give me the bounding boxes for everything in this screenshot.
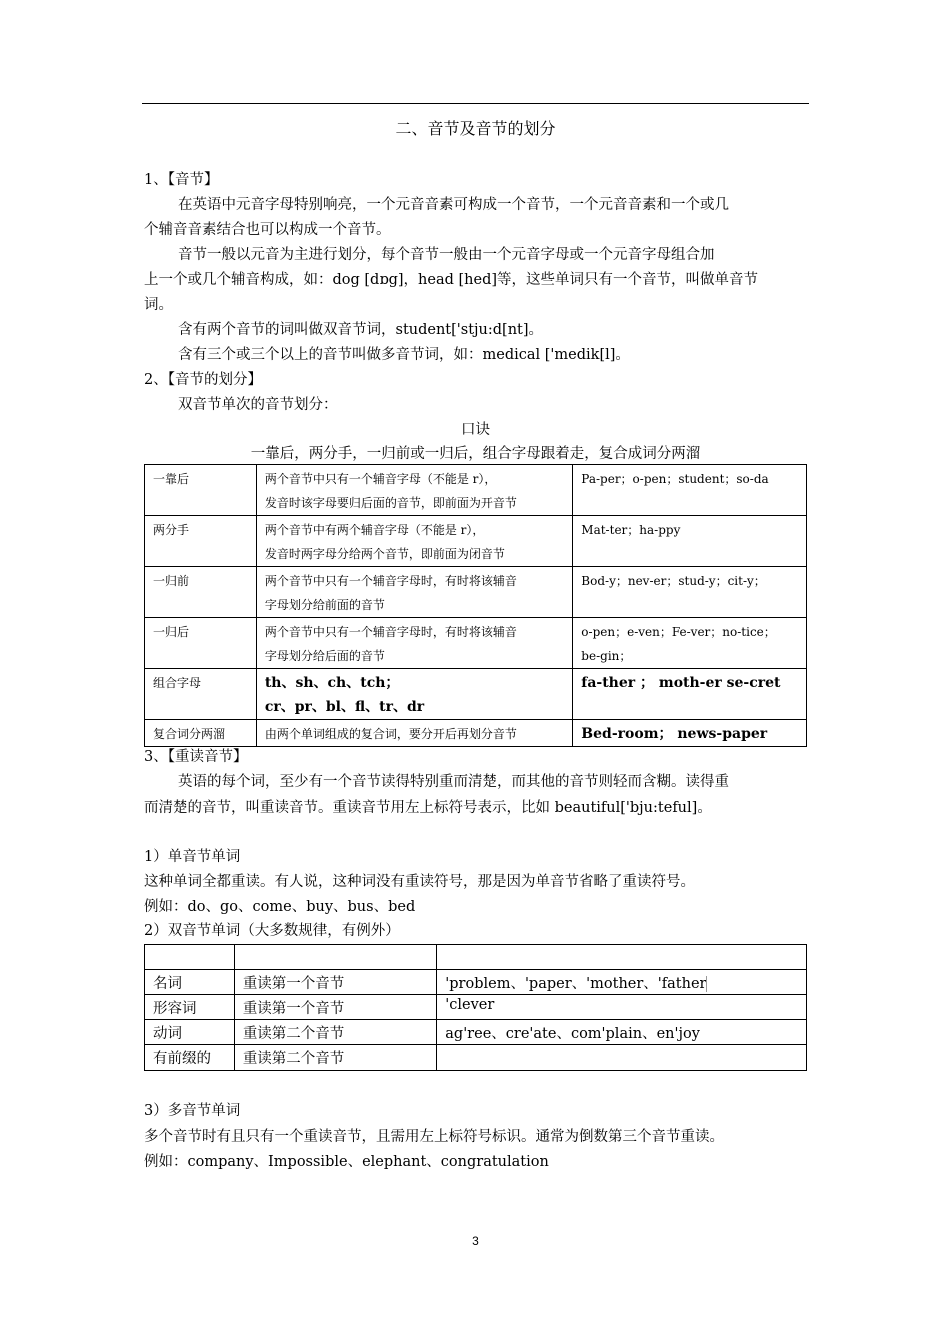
- section-3-heading: 3、【重读音节】: [144, 749, 248, 765]
- rule-name: 一归后: [145, 618, 257, 669]
- rule-name: 一归前: [145, 567, 257, 618]
- table-row: [145, 1045, 807, 1071]
- section-2-heading: 2、【音节的划分】: [144, 372, 262, 388]
- s1-paragraph: 在英语中元音字母特别响亮，一个元音音素可构成一个音节，一个元音音素和一个或几: [178, 197, 729, 213]
- section-1-heading: 1、【音节】: [144, 172, 219, 188]
- cursor-mark: [706, 976, 707, 992]
- stress-table: [144, 944, 807, 1071]
- s2-intro: 双音节单次的音节划分：: [178, 397, 338, 413]
- stress-rule: 重读第一个音节: [234, 970, 436, 995]
- rule-example: Pa-per；o-pen；student；so-da: [573, 465, 807, 516]
- s3-paragraph: 这种单词全都重读。有人说，这种词没有重读符号，那是因为单音节省略了重读符号。: [144, 874, 695, 890]
- rule-name: 组合字母: [145, 669, 257, 720]
- word-type: 名词: [145, 970, 235, 995]
- word-type: 动词: [145, 1020, 235, 1045]
- page-title: 二、音节及音节的划分: [395, 119, 556, 138]
- s1-paragraph: 个辅音音素结合也可以构成一个音节。: [144, 222, 391, 238]
- rule-desc: 两个音节中只有一个辅音字母时，有时将该辅音 字母划分给前面的音节: [256, 567, 572, 618]
- table-row: [145, 618, 807, 669]
- rule-example: Mat-ter；ha-ppy: [573, 516, 807, 567]
- s1-paragraph: 音节一般以元音为主进行划分，每个音节一般由一个元音字母或一个元音字母组合加: [178, 247, 715, 263]
- s3-paragraph: 英语的每个词，至少有一个音节读得特别重而清楚，而其他的音节则轻而含糊。读得重: [178, 774, 729, 790]
- table-row: [145, 669, 807, 720]
- rule-example: Bod-y；nev-er；stud-y；cit-y；: [573, 567, 807, 618]
- koujue-label: 口诀: [461, 422, 490, 438]
- page-number: 3: [472, 1234, 479, 1248]
- stress-rule: 重读第二个音节: [234, 1045, 436, 1071]
- s1-paragraph: 含有三个或三个以上的音节叫做多音节词，如：medical ['medik[l]。: [178, 347, 630, 363]
- syllable-division-table: [144, 464, 807, 747]
- rule-desc: 两个音节中有两个辅音字母（不能是 r）， 发音时两字母分给两个音节，即前面为闭音节: [256, 516, 572, 567]
- s1-paragraph: 上一个或几个辅音构成，如：dog [dɒg]，head [hed]等，这些单词只有一个音节，叫做单音节: [144, 272, 759, 288]
- table-row: [145, 465, 807, 516]
- stress-rule: 重读第二个音节: [234, 1020, 436, 1045]
- table-row: [145, 1020, 807, 1045]
- table-row: [145, 945, 807, 970]
- rule-desc: 由两个单词组成的复合词，要分开后再划分音节: [256, 720, 572, 747]
- word-type: 有前缀的: [145, 1045, 235, 1071]
- s1-paragraph: 词。: [144, 297, 173, 313]
- s3-paragraph: 多个音节时有且只有一个重读音节，且需用左上标符号标识。通常为倒数第三个音节重读。: [144, 1129, 724, 1145]
- koujue-rhyme: 一靠后，两分手，一归前或一归后，组合字母跟着走，复合成词分两溜: [250, 446, 701, 462]
- stress-example: [437, 1045, 807, 1071]
- word-type: 形容词: [145, 995, 235, 1020]
- rule-example: Bed-room； news-paper: [573, 720, 807, 747]
- s1-paragraph: 含有两个音节的词叫做双音节词，student['stju:d[nt]。: [178, 322, 544, 338]
- table-row: [145, 970, 807, 995]
- rule-name: 一靠后: [145, 465, 257, 516]
- rule-example: o-pen；e-ven；Fe-ver；no-tice； be-gin；: [573, 618, 807, 669]
- rule-name: 两分手: [145, 516, 257, 567]
- table-row: [145, 516, 807, 567]
- rule-desc: th、sh、ch、tch； cr、pr、bl、fl、tr、dr: [256, 669, 572, 720]
- table-row: [145, 720, 807, 747]
- stress-rule: 重读第一个音节: [234, 995, 436, 1020]
- table-row: [145, 567, 807, 618]
- rule-name: 复合词分两溜: [145, 720, 257, 747]
- subsection-heading: 1）单音节单词: [144, 849, 241, 865]
- table-row: [145, 995, 807, 1020]
- stress-example: 'problem、'paper、'mother、'father: [437, 970, 807, 995]
- s3-paragraph: 例如：do、go、come、buy、bus、bed: [144, 899, 416, 915]
- rule-desc: 两个音节中只有一个辅音字母（不能是 r）， 发音时该字母要归后面的音节，即前面为开音节: [256, 465, 572, 516]
- s3-paragraph: 例如：company、Impossible、elephant、congratulation: [144, 1154, 549, 1170]
- stress-example: 'clever: [437, 995, 807, 1020]
- header-rule: [142, 103, 809, 104]
- s3-paragraph: 而清楚的音节，叫重读音节。重读音节用左上标符号表示，比如 beautiful['bju:teful]。: [144, 800, 712, 816]
- stress-example: ag'ree、cre'ate、com'plain、en'joy: [437, 1020, 807, 1045]
- subsection-heading: 2）双音节单词（大多数规律，有例外）: [144, 923, 400, 939]
- rule-example: fa-ther ； moth-er se-cret: [573, 669, 807, 720]
- subsection-heading: 3）多音节单词: [144, 1103, 241, 1119]
- rule-desc: 两个音节中只有一个辅音字母时，有时将该辅音 字母划分给后面的音节: [256, 618, 572, 669]
